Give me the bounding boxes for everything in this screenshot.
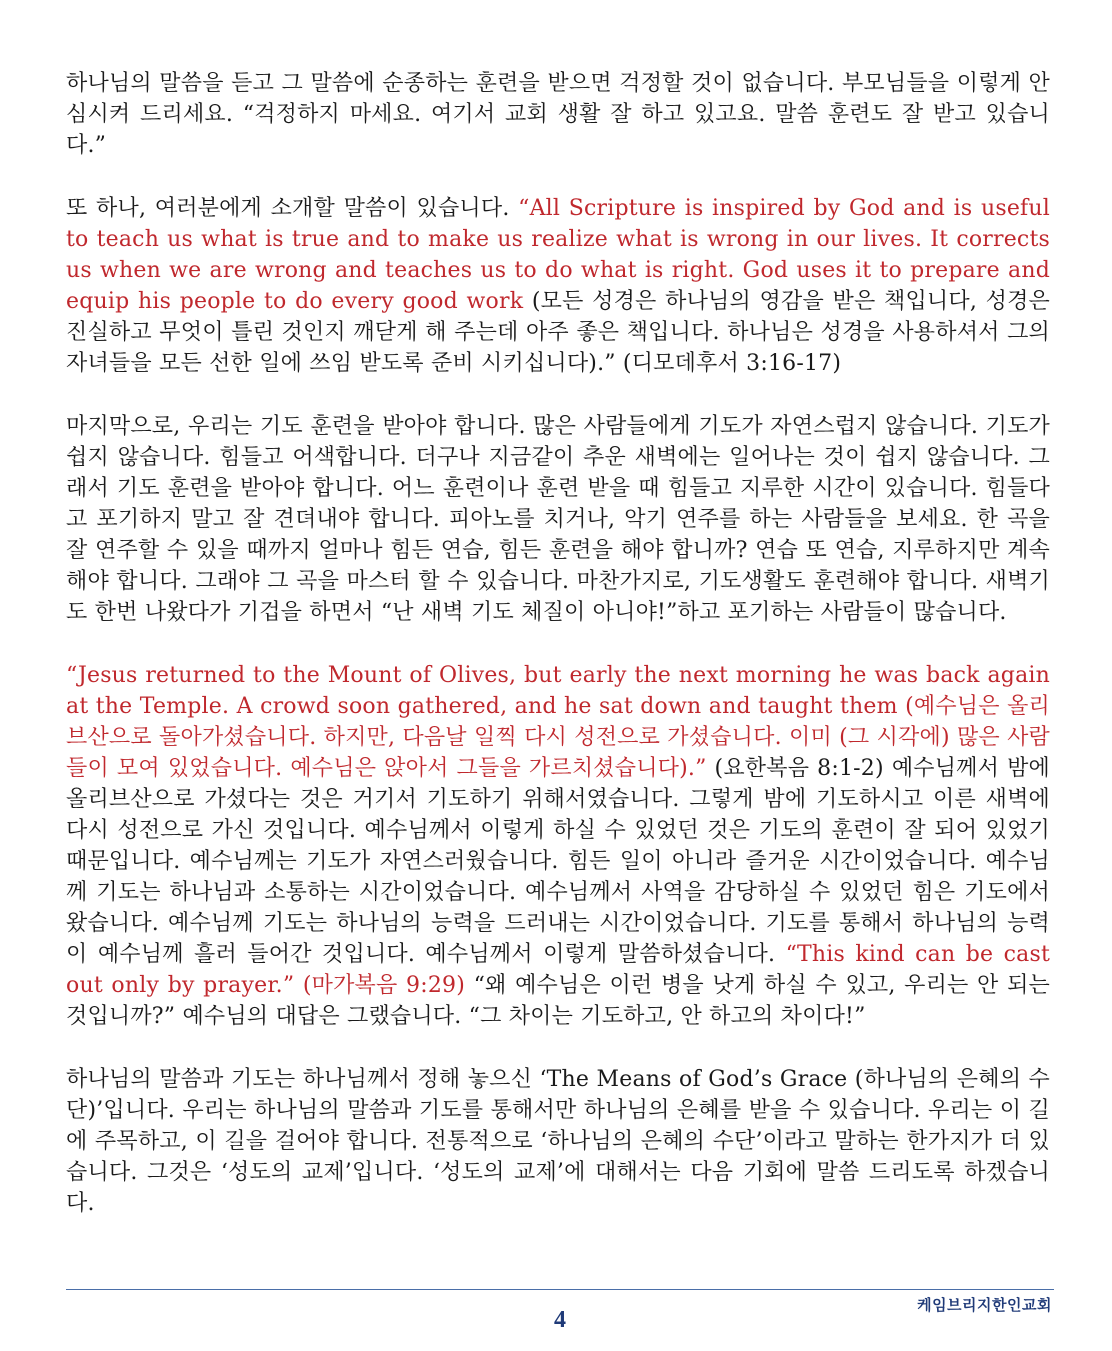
scripture-quote: “Jesus returned to the Mount of Olives, but early the next morning he was back again at the Temple. A crowd soon gathered, and he sat down and taught them (예수님은 올리브산으로 돌아가셨습니다. 하지만, 다음날 일찍 다시 성전으로 가셨습니다. 이미 (그 시각에) 많은 사람들이 모여 있었습니다. 예수님은 앉아서 그들을 가르치셨습니다).”	[66, 663, 1050, 781]
paragraph-prayer-training	[66, 411, 1050, 628]
paragraph-translation: (모든 성경은 하나님의 영감을 받은 책입니다, 성경은 진실하고 무엇이 틀린 것인지 깨닫게 해 주는데 아주 좋은 책입니다. 하나님은 성경을 사용하셔서 그의 자녀들을 모든 선한 일에 쓰임 받도록 준비 시키십니다).” (디모데후서 3:16-17)	[66, 289, 1050, 376]
paragraph-jesus-prayer	[66, 660, 1050, 1032]
paragraph-text: (요한복음 8:1-2) 예수님께서 밤에 올리브산으로 가셨다는 것은 거기서 기도하기 위해서였습니다. 그렇게 밤에 기도하시고 이른 새벽에 다시 성전으로 가신 것입니다. 예수님께서 이렇게 하실 수 있었던 것은 기도의 훈련이 잘 되어 있었기 때문입니다. 예수님께는 기도가 자연스러웠습니다. 힘든 일이 아니라 즐거운 시간이었습니다. 예수님께 기도는 하나님과 소통하는 시간이었습니다. 예수님께서 사역을 감당하실 수 있었던 힘은 기도에서 왔습니다. 예수님께 기도는 하나님의 능력을 드러내는 시간이었습니다. 기도를 통해서 하나님의 능력이 예수님께 흘러 들어간 것입니다. 예수님께서 이렇게 말씀하셨습니다.	[66, 756, 1051, 967]
paragraph-text-end: “왜 예수님은 이런 병을 낫게 하실 수 있고, 우리는 안 되는 것입니까?” 예수님의 대답은 그랬습니다. “그 차이는 기도하고, 안 하고의 차이다!”	[66, 973, 1050, 1029]
paragraph-intro: 또 하나, 여러분에게 소개할 말씀이 있습니다.	[66, 196, 519, 221]
paragraph-text: 마지막으로, 우리는 기도 훈련을 받아야 합니다. 많은 사람들에게 기도가 자연스럽지 않습니다. 기도가 쉽지 않습니다. 힘들고 어색합니다. 더구나 지금같이 추운 새벽에는 일어나는 것이 쉽지 않습니다. 그래서 기도 훈련을 받아야 합니다. 어느 훈련이나 훈련 받을 때 힘들고 지루한 시간이 있습니다. 힘들다고 포기하지 말고 잘 견뎌내야 합니다. 피아노를 치거나, 악기 연주를 하는 사람들을 보세요. 한 곡을 잘 연주할 수 있을 때까지 얼마나 힘든 연습, 힘든 훈련을 해야 합니까? 연습 또 연습, 지루하지만 계속해야 합니다. 그래야 그 곡을 마스터 할 수 있습니다. 마찬가지로, 기도생활도 훈련해야 합니다. 새벽기도 한번 나왔다가 기겁을 하면서 “난 새벽 기도 체질이 아니야!”하고 포기하는 사람들이 많습니다.	[66, 414, 1050, 625]
paragraph-text: 하나님의 말씀과 기도는 하나님께서 정해 놓으신 ‘The Means of God’s Grace (하나님의 은혜의 수단)’입니다. 우리는 하나님의 말씀과 기도를 통해서만 하나님의 은혜를 받을 수 있습니다. 우리는 이 길에 주목하고, 이 길을 걸어야 합니다. 전통적으로 ‘하나님의 은혜의 수단’이라고 말하는 한가지가 더 있습니다. 그것은 ‘성도의 교제’입니다. ‘성도의 교제’에 대해서는 다음 기회에 말씀 드리도록 하겠습니다.	[66, 1067, 1050, 1216]
paragraph-text: 하나님의 말씀을 듣고 그 말씀에 순종하는 훈련을 받으면 걱정할 것이 없습니다. 부모님들을 이렇게 안심시켜 드리세요. “걱정하지 마세요. 여기서 교회 생활 잘 하고 있고요. 말씀 훈련도 잘 받고 있습니다.”	[66, 71, 1050, 158]
footer-divider	[66, 1289, 1054, 1290]
scripture-quote: “All Scripture is inspired by God and is useful to teach us what is true and to make us realize what is wrong in our lives. It corrects us when we are wrong and teaches us to do what is right. God uses it to prepare and equip his people to do every good work	[66, 196, 1050, 314]
scripture-quote-mark: “This kind can be cast out only by prayer.” (마가복음 9:29)	[66, 942, 1051, 998]
article-body	[66, 68, 1050, 1251]
church-name: 케임브리지한인교회	[917, 1296, 1052, 1314]
paragraph-scripture	[66, 193, 1050, 379]
page-number: 4	[554, 1307, 566, 1333]
paragraph-means-of-grace	[66, 1064, 1050, 1219]
paragraph-word-training	[66, 68, 1050, 161]
